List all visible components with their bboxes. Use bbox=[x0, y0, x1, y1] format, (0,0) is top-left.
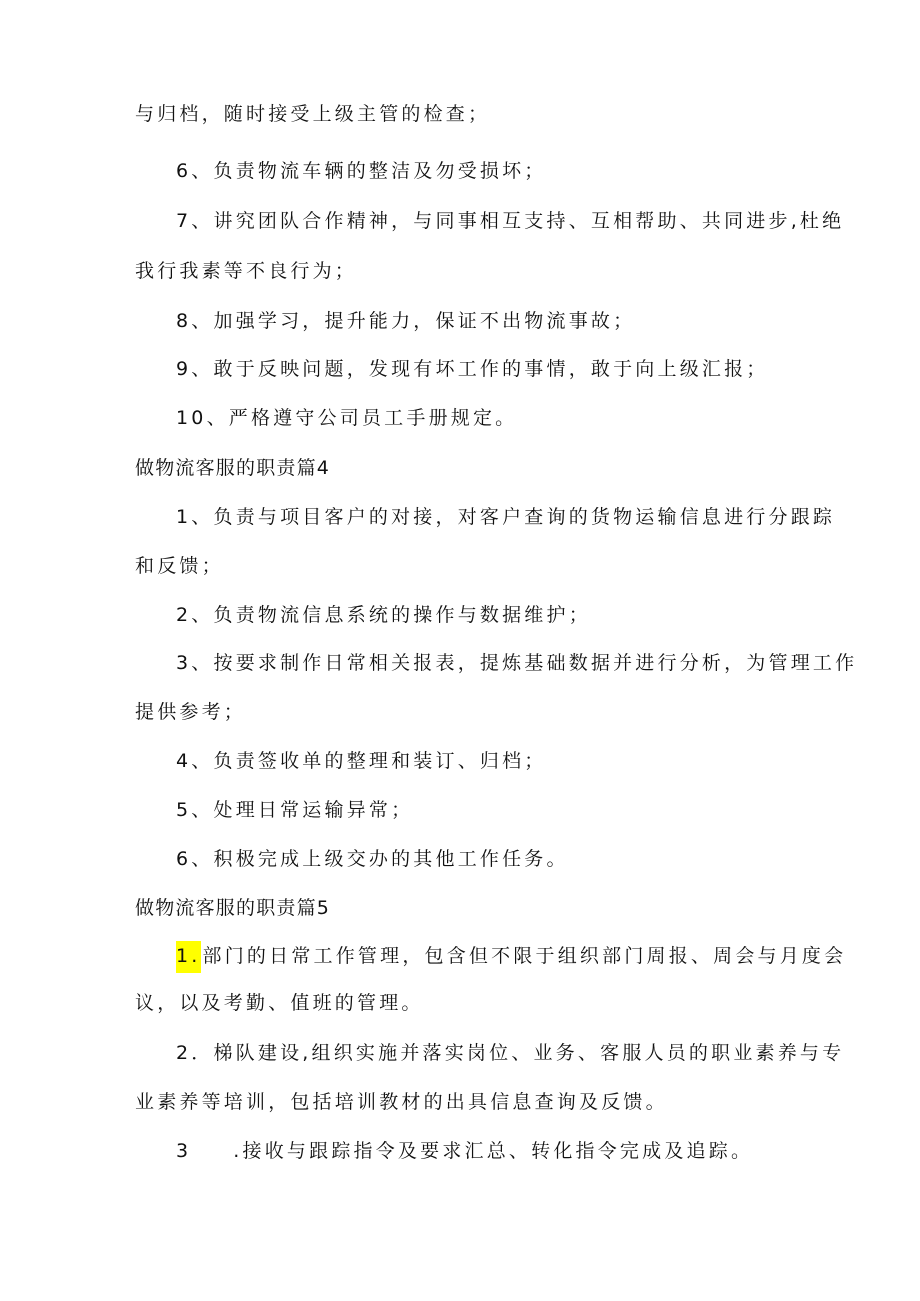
section4-item-3: 3、按要求制作日常相关报表，提炼基础数据并进行分析，为管理工作 bbox=[176, 652, 858, 674]
section4-item-5: 5、处理日常运输异常； bbox=[176, 799, 414, 821]
list-item-10: 10、严格遵守公司员工手册规定。 bbox=[176, 407, 518, 429]
section5-item-3-number: 3 bbox=[176, 1140, 192, 1162]
section5-item-3-text: .接收与跟踪指令及要求汇总、转化指令完成及追踪。 bbox=[233, 1140, 754, 1162]
section4-item-4: 4、负责签收单的整理和装订、归档； bbox=[176, 750, 547, 772]
section5-item-1-text: 部门的日常工作管理，包含但不限于组织部门周报、周会与月度会 bbox=[202, 945, 847, 967]
section4-item-6: 6、积极完成上级交办的其他工作任务。 bbox=[176, 848, 569, 870]
list-item-7-continued: 我行我素等不良行为； bbox=[135, 260, 358, 282]
section5-item-2-continued: 业素养等培训，包括培训教材的出具信息查询及反馈。 bbox=[135, 1091, 668, 1113]
list-item-9: 9、敢于反映问题，发现有坏工作的事情，敢于向上级汇报； bbox=[176, 358, 769, 380]
list-item-6: 6、负责物流车辆的整洁及勿受损坏； bbox=[176, 160, 547, 182]
section5-item-1-continued: 议，以及考勤、值班的管理。 bbox=[135, 992, 424, 1014]
section4-item-2: 2、负责物流信息系统的操作与数据维护； bbox=[176, 604, 591, 626]
section4-item-3-continued: 提供参考； bbox=[135, 701, 247, 723]
section5-item-2: 2．梯队建设,组织实施并落实岗位、业务、客服人员的职业素养与专 bbox=[176, 1042, 845, 1064]
text-line-1: 与归档，随时接受上级主管的检查； bbox=[135, 103, 491, 125]
list-item-8: 8、加强学习，提升能力，保证不出物流事故； bbox=[176, 310, 636, 332]
section4-item-1: 1、负责与项目客户的对接，对客户查询的货物运输信息进行分跟踪 bbox=[176, 506, 836, 528]
section-heading-4: 做物流客服的职责篇4 bbox=[135, 457, 331, 479]
section4-item-1-continued: 和反馈； bbox=[135, 555, 224, 577]
section5-item-1 bbox=[176, 941, 846, 973]
list-item-7: 7、讲究团队合作精神，与同事相互支持、互相帮助、共同进步,杜绝 bbox=[176, 210, 845, 232]
highlighted-number: 1. bbox=[176, 941, 201, 973]
section-heading-5: 做物流客服的职责篇5 bbox=[135, 897, 331, 919]
section5-item-3 bbox=[176, 1138, 753, 1164]
